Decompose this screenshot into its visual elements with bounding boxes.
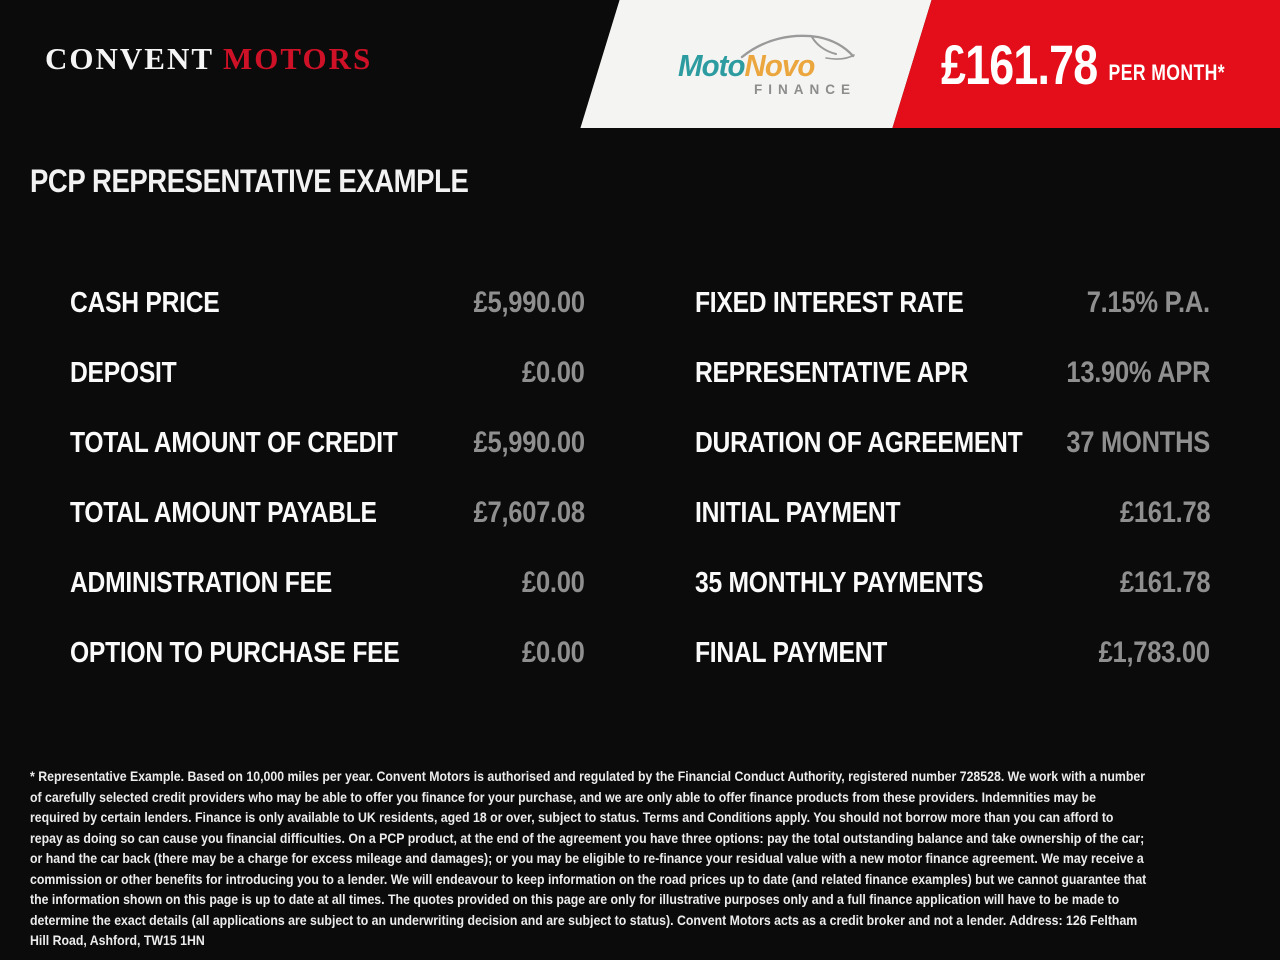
row-value: £1,783.00 (1098, 636, 1210, 669)
table-row (0, 338, 1280, 408)
row-label: FINAL PAYMENT (695, 637, 888, 669)
row-value: £5,990.00 (473, 426, 585, 459)
row-value: £161.78 (1119, 496, 1210, 529)
monthly-price (941, 0, 1225, 128)
row-value: 37 MONTHS (1066, 426, 1210, 459)
row-label: TOTAL AMOUNT PAYABLE (70, 497, 377, 529)
row-value: £7,607.08 (473, 496, 585, 529)
row-value: £5,990.00 (473, 286, 585, 319)
lender-name-part2: Novo (744, 48, 815, 83)
row-label: 35 MONTHLY PAYMENTS (695, 567, 984, 599)
table-row (0, 548, 1280, 618)
table-row (0, 268, 1280, 338)
table-row (0, 478, 1280, 548)
row-value: 13.90% APR (1066, 356, 1210, 389)
row-value: 7.15% P.A. (1086, 286, 1210, 319)
row-value: £161.78 (1119, 566, 1210, 599)
table-row (0, 408, 1280, 478)
finance-table (0, 268, 1280, 688)
dealer-name-primary: CONVENT (45, 41, 215, 76)
lender-subtitle: FINANCE (754, 82, 856, 97)
lender-logo (678, 30, 856, 102)
row-label: REPRESENTATIVE APR (695, 357, 968, 389)
row-label: CASH PRICE (70, 287, 220, 319)
row-value: £0.00 (522, 636, 585, 669)
row-label: DEPOSIT (70, 357, 177, 389)
disclaimer-text: * Representative Example. Based on 10,000 miles per year. Convent Motors is authorised and regulated by the Financial Conduct Authority, registered number 728528. We work with a number of carefully selected credit providers who may be able to offer you finance for your purchase, and we are only able to offer finance products from these providers. Indemnities may be required by certain lenders. Finance is only available to UK residents, aged 18 or over, subject to status. Terms and Conditions apply. You should not borrow more than you can afford to repay as doing so can cause you financial difficulties. On a PCP product, at the end of the agreement you have three options: pay the total outstanding balance and take ownership of the car; or hand the car back (there may be a charge for excess mileage and damages); or you may be eligible to re-finance your residual value with a new motor finance agreement. We may receive a commission or other benefits for introducing you to a lender. We will endeavour to keep information on the road prices up to date (and related finance examples) but we cannot guarantee that the information shown on this page is up to date at all times. The quotes provided on this page are only for illustrative purposes only and a full finance application will have to be made to determine the exact details (all applications are subject to an underwriting decision and are subject to status). Convent Motors acts as a credit broker and not a lender. Address: 126 Feltham Hill Road, Ashford, TW15 1HN (30, 768, 1147, 948)
monthly-price-amount: £161.78 (941, 32, 1098, 96)
dealer-logo (45, 41, 372, 77)
row-label: INITIAL PAYMENT (695, 497, 901, 529)
row-label: OPTION TO PURCHASE FEE (70, 637, 400, 669)
lender-name-part1: Moto (678, 48, 745, 83)
page-title: PCP REPRESENTATIVE EXAMPLE (30, 163, 469, 199)
row-label: TOTAL AMOUNT OF CREDIT (70, 427, 398, 459)
header-banner (0, 0, 1280, 128)
row-value: £0.00 (522, 566, 585, 599)
lender-name (678, 48, 814, 84)
row-label: ADMINISTRATION FEE (70, 567, 332, 599)
row-label: FIXED INTEREST RATE (695, 287, 964, 319)
table-row (0, 618, 1280, 688)
dealer-name-secondary: MOTORS (223, 41, 373, 76)
row-value: £0.00 (522, 356, 585, 389)
monthly-price-suffix: PER MONTH* (1108, 60, 1225, 85)
row-label: DURATION OF AGREEMENT (695, 427, 1023, 459)
